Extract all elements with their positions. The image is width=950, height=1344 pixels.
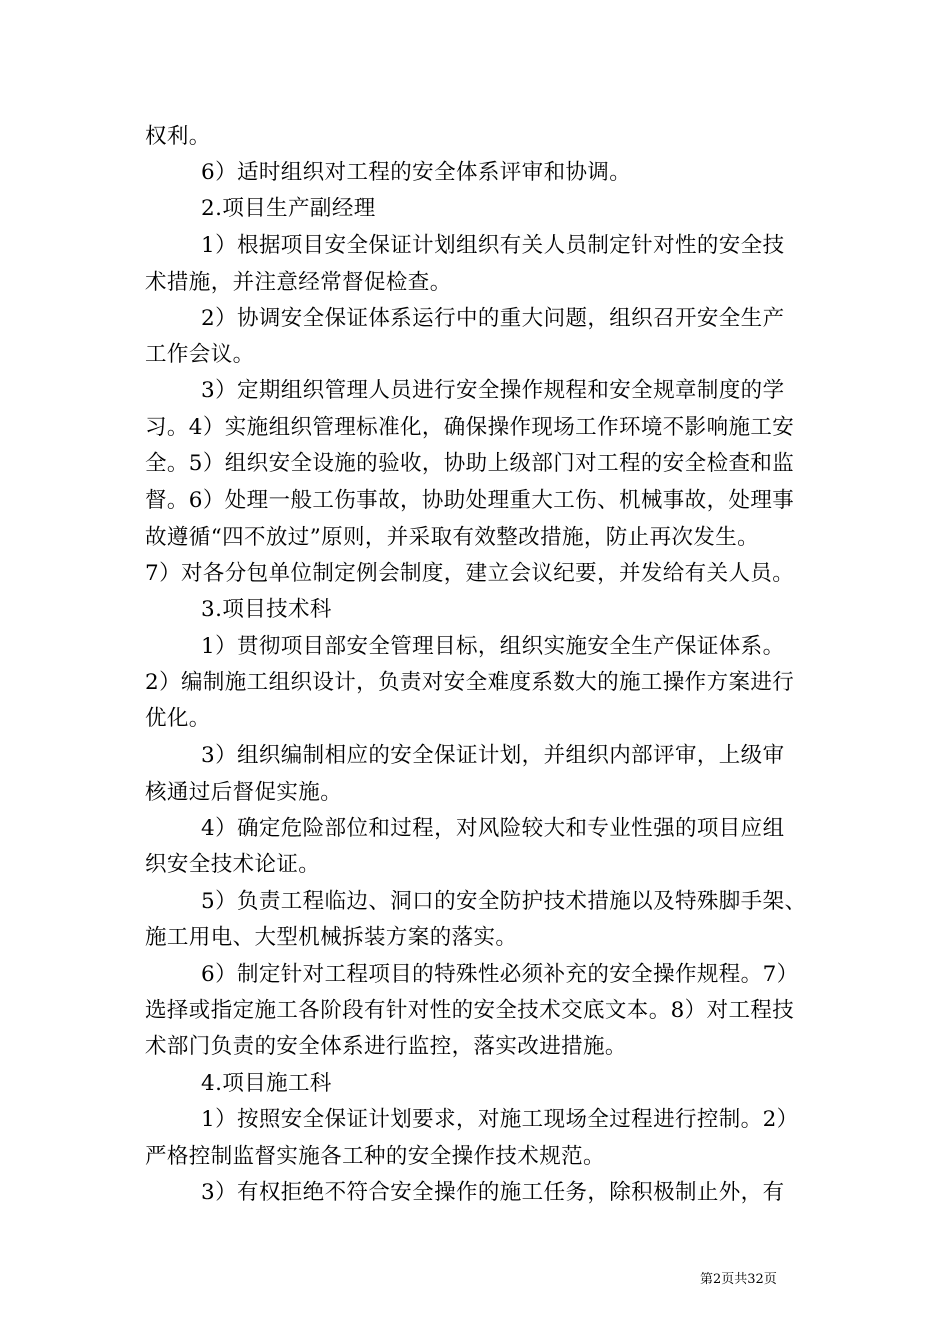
- text-line: 选择或指定施工各阶段有针对性的安全技术交底文本。8）对工程技: [145, 998, 795, 1023]
- text-line: 术部门负责的安全体系进行监控，落实改进措施。: [145, 1034, 627, 1059]
- text-line: 7）对各分包单位制定例会制度，建立会议纪要，并发给有关人员。: [145, 561, 795, 586]
- text-line: 3）有权拒绝不符合安全操作的施工任务，除积极制止外，有: [201, 1180, 785, 1205]
- text-line: 4）确定危险部位和过程，对风险较大和专业性强的项目应组: [201, 816, 785, 841]
- text-line: 核通过后督促实施。: [145, 780, 343, 805]
- text-line: 3）定期组织管理人员进行安全操作规程和安全规章制度的学: [201, 378, 785, 403]
- text-line: 5）负责工程临边、洞口的安全防护技术措施以及特殊脚手架、: [201, 889, 807, 914]
- text-line: 4.项目施工科: [201, 1071, 332, 1096]
- text-line: 术措施，并注意经常督促检查。: [145, 270, 452, 295]
- text-line: 故遵循“四不放过”原则，并采取有效整改措施，防止再次发生。: [145, 525, 760, 550]
- text-line: 工作会议。: [145, 342, 255, 367]
- text-line: 施工用电、大型机械拆装方案的落实。: [145, 925, 518, 950]
- text-line: 织安全技术论证。: [145, 852, 321, 877]
- text-line: 2.项目生产副经理: [201, 196, 376, 221]
- text-line: 2）编制施工组织设计，负责对安全难度系数大的施工操作方案进行: [145, 670, 795, 695]
- text-line: 6）适时组织对工程的安全体系评审和协调。: [201, 160, 632, 185]
- text-line: 3）组织编制相应的安全保证计划，并组织内部评审，上级审: [201, 743, 785, 768]
- text-line: 2）协调安全保证体系运行中的重大问题，组织召开安全生产: [201, 306, 785, 331]
- text-line: 习。4）实施组织管理标准化，确保操作现场工作环境不影响施工安: [145, 415, 795, 440]
- text-line: 权利。: [145, 124, 211, 149]
- text-line: 1）按照安全保证计划要求，对施工现场全过程进行控制。2）: [201, 1107, 799, 1132]
- text-line: 优化。: [145, 706, 211, 731]
- text-line: 6）制定针对工程项目的特殊性必须补充的安全操作规程。7）: [201, 962, 799, 987]
- text-line: 严格控制监督实施各工种的安全操作技术规范。: [145, 1144, 605, 1169]
- text-line: 督。6）处理一般工伤事故，协助处理重大工伤、机械事故，处理事: [145, 488, 795, 513]
- text-line: 全。5）组织安全设施的验收，协助上级部门对工程的安全检查和监: [145, 451, 795, 476]
- text-line: 1）贯彻项目部安全管理目标，组织实施安全生产保证体系。: [201, 634, 785, 659]
- page-number: 第2页共32页: [700, 1272, 777, 1287]
- text-line: 3.项目技术科: [201, 597, 332, 622]
- text-line: 1）根据项目安全保证计划组织有关人员制定针对性的安全技: [201, 233, 785, 258]
